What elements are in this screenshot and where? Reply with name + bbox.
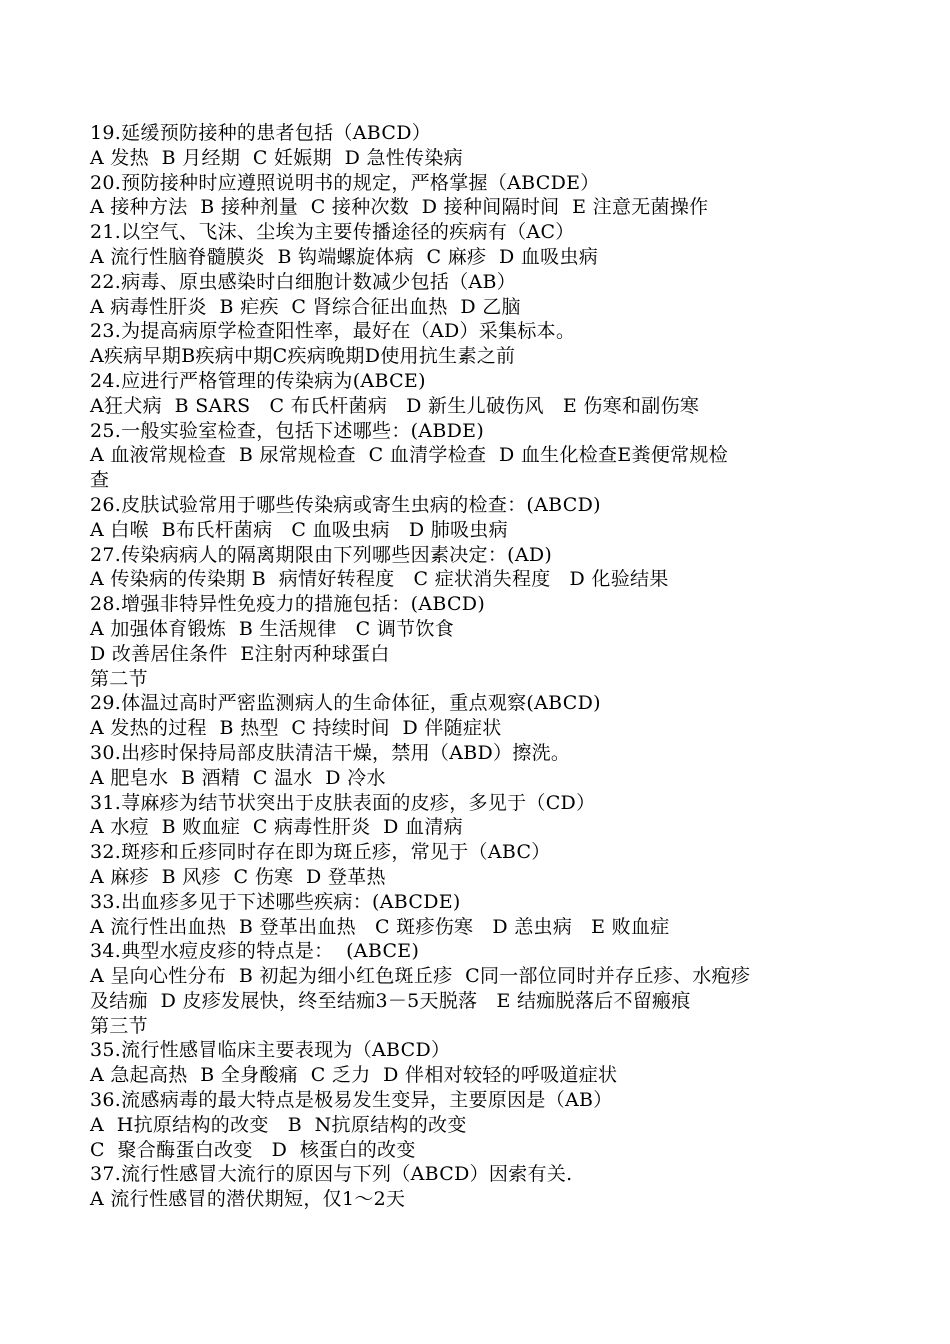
question-21: 21.以空气、飞沫、尘埃为主要传播途径的疾病有（AC）	[90, 221, 575, 244]
options-20: A 接种方法 B 接种剂量 C 接种次数 D 接种间隔时间 E 注意无菌操作	[90, 196, 709, 219]
question-23: 23.为提高病原学检查阳性率，最好在（AD）采集标本。	[90, 320, 576, 343]
options-27: A 传染病的传染期 B 病情好转程度 C 症状消失程度 D 化验结果	[90, 568, 669, 591]
question-27: 27.传染病病人的隔离期限由下列哪些因素决定：(AD)	[90, 543, 553, 566]
options-34: A 呈向心性分布 B 初起为细小红色斑丘疹 C同一部位同时并存丘疹、水疱疹	[90, 965, 751, 988]
options-19: A 发热 B 月经期 C 妊娠期 D 急性传染病	[90, 146, 463, 169]
options-37: A 流行性感冒的潜伏期短，仅1～2天	[90, 1188, 406, 1211]
question-34: 34.典型水痘皮疹的特点是： (ABCE)	[90, 940, 420, 963]
options-32: A 麻疹 B 风疹 C 伤寒 D 登革热	[90, 865, 386, 888]
question-28: 28.增强非特异性免疫力的措施包括：(ABCD)	[90, 593, 486, 616]
options-30: A 肥皂水 B 酒精 C 温水 D 冷水	[90, 766, 386, 789]
question-26: 26.皮肤试验常用于哪些传染病或寄生虫病的检查：(ABCD)	[90, 493, 601, 516]
options-24: A狂犬病 B SARS C 布氏杆菌病 D 新生儿破伤风 E 伤寒和副伤寒	[90, 394, 700, 417]
question-20: 20.预防接种时应遵照说明书的规定，严格掌握（ABCDE）	[90, 171, 600, 194]
options-31: A 水痘 B 败血症 C 病毒性肝炎 D 血清病	[90, 816, 463, 839]
options-25-continued: 查	[90, 469, 110, 492]
question-37: 37.流行性感冒大流行的原因与下列（ABCD）因索有关.	[90, 1163, 573, 1186]
options-23: A疾病早期B疾病中期C疾病晚期D使用抗生素之前	[90, 345, 516, 368]
question-36: 36.流感病毒的最大特点是极易发生变异，主要原因是（AB）	[90, 1089, 613, 1112]
question-33: 33.出血疹多见于下述哪些疾病：(ABCDE)	[90, 890, 461, 913]
options-26: A 白喉 B布氏杆菌病 C 血吸虫病 D 肺吸虫病	[90, 518, 508, 541]
document-page	[90, 121, 870, 1212]
options-25: A 血液常规检查 B 尿常规检查 C 血清学检查 D 血生化检查E粪便常规检	[90, 444, 729, 467]
options-28-continued: D 改善居住条件 E注射丙种球蛋白	[90, 642, 390, 665]
question-19: 19.延缓预防接种的患者包括（ABCD）	[90, 122, 432, 144]
question-24: 24.应进行严格管理的传染病为(ABCE)	[90, 369, 426, 392]
options-28: A 加强体育锻炼 B 生活规律 C 调节饮食	[90, 617, 455, 640]
options-33: A 流行性出血热 B 登革出血热 C 斑疹伤寒 D 恙虫病 E 败血症	[90, 915, 670, 938]
question-35: 35.流行性感冒临床主要表现为（ABCD）	[90, 1039, 451, 1062]
question-29: 29.体温过高时严密监测病人的生命体征，重点观察(ABCD)	[90, 692, 601, 715]
options-21: A 流行性脑脊髓膜炎 B 钩端螺旋体病 C 麻疹 D 血吸虫病	[90, 245, 599, 268]
section-heading-3: 第三节	[90, 1014, 148, 1037]
question-22: 22.病毒、原虫感染时白细胞计数减少包括（AB）	[90, 270, 517, 293]
options-36-continued: C 聚合酶蛋白改变 D 核蛋白的改变	[90, 1138, 416, 1161]
options-29: A 发热的过程 B 热型 C 持续时间 D 伴随症状	[90, 717, 502, 740]
options-22: A 病毒性肝炎 B 疟疾 C 肾综合征出血热 D 乙脑	[90, 295, 521, 318]
question-30: 30.出疹时保持局部皮肤清洁干燥，禁用（ABD）擦洗。	[90, 741, 571, 764]
section-heading-2: 第二节	[90, 667, 148, 690]
options-36: A H抗原结构的改变 B N抗原结构的改变	[90, 1113, 467, 1136]
question-31: 31.荨麻疹为结节状突出于皮肤表面的皮疹，多见于（CD）	[90, 791, 596, 814]
question-32: 32.斑疹和丘疹同时存在即为斑丘疹，常见于（ABC）	[90, 841, 551, 864]
options-34-continued: 及结痂 D 皮疹发展快，终至结痂3－5天脱落 E 结痂脱落后不留瘢痕	[90, 989, 691, 1012]
question-25: 25.一般实验室检查，包括下述哪些：(ABDE)	[90, 419, 485, 442]
options-35: A 急起高热 B 全身酸痛 C 乏力 D 伴相对较轻的呼吸道症状	[90, 1064, 618, 1087]
